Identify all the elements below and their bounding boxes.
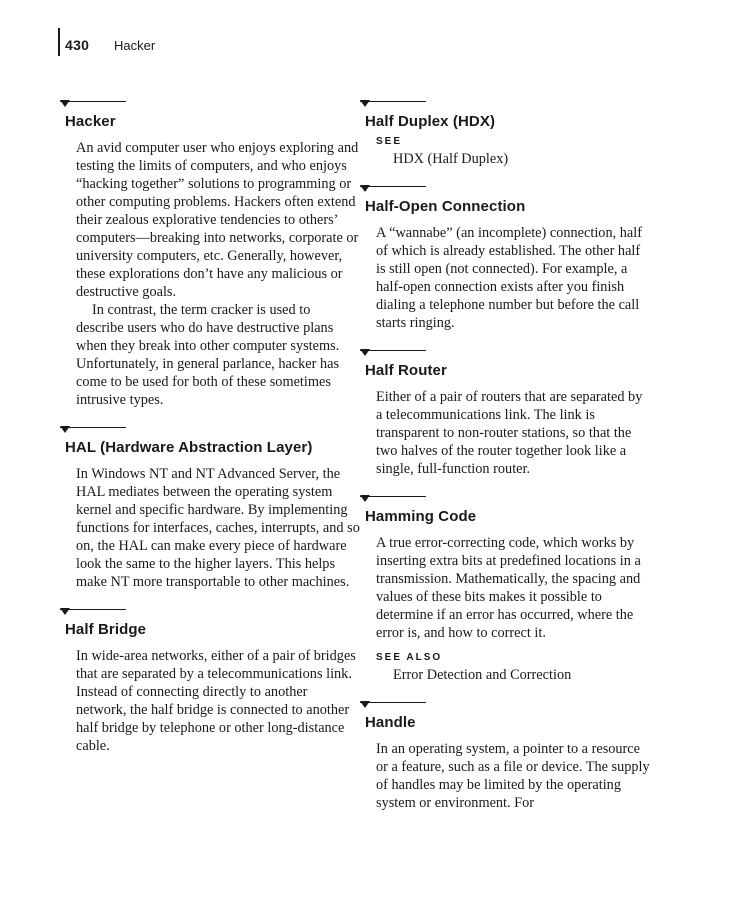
entry-marker <box>360 185 650 193</box>
entry-paragraph: A “wannabe” (an incomplete) connection, half of which is already established. The other half is still open (not connected). For example, a half-open connection exists after you finish dialing a telephone number but before the call starts ringing. <box>376 225 642 331</box>
entry-half-bridge <box>60 608 360 755</box>
triangle-marker-icon <box>60 608 70 615</box>
entry-half-router <box>360 349 650 478</box>
entry-paragraph: In Windows NT and NT Advanced Server, the HAL mediates between the operating system kernel and specific hardware. By implementing functions for interfaces, caches, interrupts, and so on, the HAL can make every piece of hardware look the same to the higher layers. This helps make NT more transportable to other machines. <box>76 466 360 590</box>
entry-half-open-connection <box>360 185 650 332</box>
page-number: 430 <box>65 37 90 53</box>
entry-title: Half-Open Connection <box>365 198 526 215</box>
entry-marker <box>360 495 650 503</box>
entry-title: Handle <box>365 714 416 731</box>
entry-paragraph: In an operating system, a pointer to a resource or a feature, such as a file or device. The supply of handles may be limited by the operating system or environment. For <box>376 741 650 811</box>
see-reference: HDX (Half Duplex) <box>393 151 509 167</box>
see-also-label: SEE ALSO <box>376 652 443 663</box>
entry-paragraph: Either of a pair of routers that are separated by a telecommunications link. The link is transparent to non-router stations, so that the two halves of the router together look like a single, full-function router. <box>376 389 643 477</box>
entry-hal <box>60 426 360 591</box>
entry-half-duplex <box>360 100 650 168</box>
see-also-reference: Error Detection and Correction <box>393 667 572 683</box>
entry-body <box>376 224 650 332</box>
triangle-marker-icon <box>60 100 70 107</box>
running-head: Hacker <box>114 38 156 53</box>
entry-marker <box>60 100 360 108</box>
entry-handle <box>360 701 650 812</box>
entry-paragraph: In contrast, the term cracker is used to describe users who do have destructive plans when they break into other computer systems. Unfortunately, in general parlance, hacker has come to be used for both of these sometimes intrusive types. <box>76 302 340 408</box>
entry-body <box>76 465 360 591</box>
entry-paragraph: In wide-area networks, either of a pair of bridges that are separated by a telecommunications link. Instead of connecting directly to another network, the half bridge is connected to another half bridge by telephone or other long-distance cable. <box>76 648 356 754</box>
triangle-marker-icon <box>360 349 370 356</box>
entry-marker <box>60 426 360 434</box>
triangle-marker-icon <box>360 495 370 502</box>
entry-hacker <box>60 100 360 409</box>
entry-body <box>376 534 650 642</box>
entry-title: Half Duplex (HDX) <box>365 113 496 130</box>
entry-body <box>376 740 650 812</box>
triangle-marker-icon <box>360 185 370 192</box>
entry-title: Half Bridge <box>65 621 147 638</box>
entry-paragraph: An avid computer user who enjoys exploring and testing the limits of computers, and who enjoys “hacking together” solutions to programming or other computing problems. Hackers often extend their zealous explorative tendencies to others’ computers—breaking into networks, corporate or university computers, etc. Generally, however, these explorations don’t have any malicious or destructive goals. <box>76 140 359 300</box>
entry-marker <box>360 100 650 108</box>
see-label: SEE <box>376 136 403 147</box>
entry-title: HAL (Hardware Abstraction Layer) <box>65 439 313 456</box>
entry-marker <box>360 701 650 709</box>
entry-hamming-code <box>360 495 650 684</box>
entry-marker <box>60 608 360 616</box>
entry-paragraph: A true error-correcting code, which works by inserting extra bits at predefined locations in a transmission. Mathematically, the spacing and values of these bits makes it possible to determine if an error has occurred, where the error is, and how to correct it. <box>376 535 641 641</box>
entry-title: Hamming Code <box>365 508 477 525</box>
entry-body <box>376 388 650 478</box>
entry-body <box>76 647 360 755</box>
left-column <box>60 100 360 772</box>
right-column <box>360 100 650 829</box>
entry-body <box>76 139 360 409</box>
triangle-marker-icon <box>360 100 370 107</box>
triangle-marker-icon <box>60 426 70 433</box>
entry-title: Hacker <box>65 113 116 130</box>
entry-marker <box>360 349 650 357</box>
entry-title: Half Router <box>365 362 447 379</box>
triangle-marker-icon <box>360 701 370 708</box>
header-rule <box>58 28 60 56</box>
